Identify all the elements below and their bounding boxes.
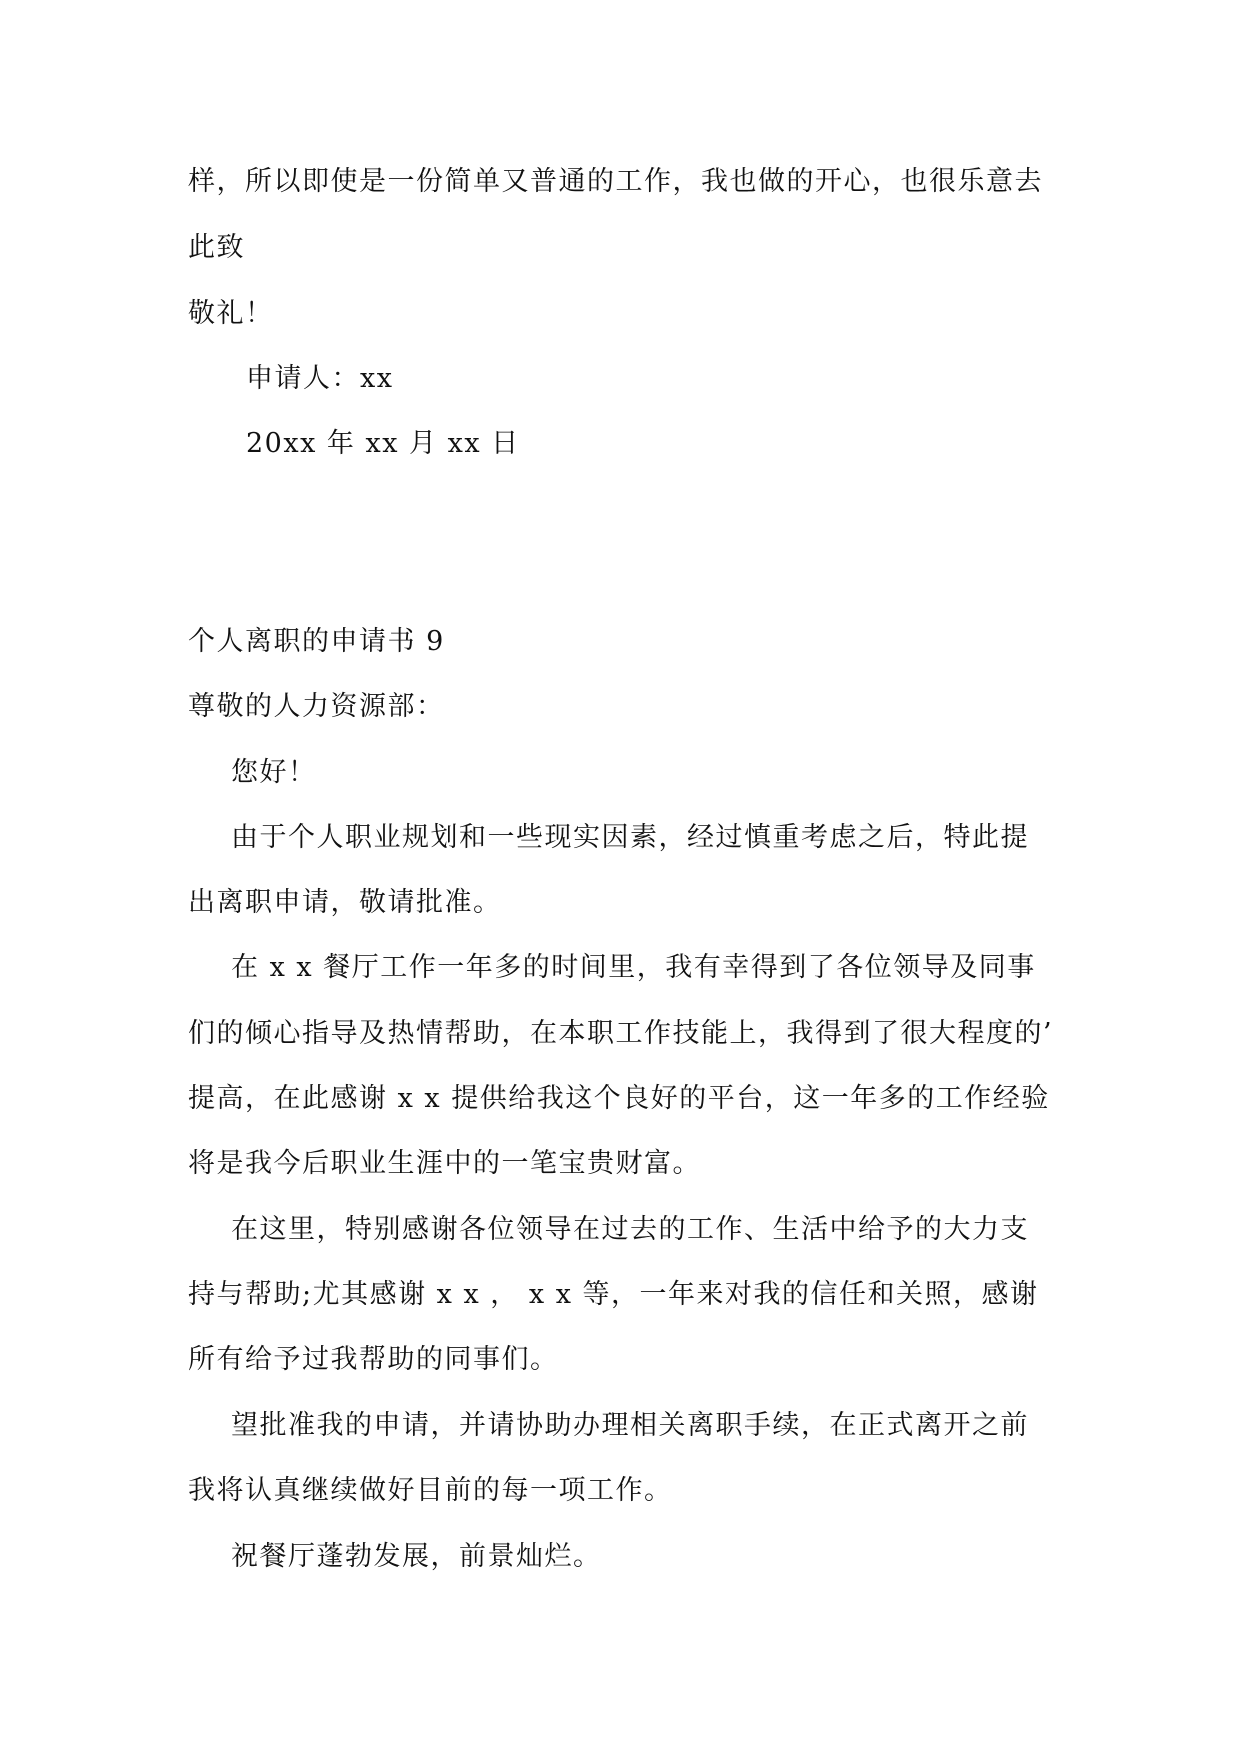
closing-line: 敬礼！: [188, 298, 274, 329]
greeting: 您好！: [231, 757, 317, 788]
paragraph-line: 们的倾心指导及热情帮助，在本职工作技能上，我得到了很大程度的’: [188, 1018, 1054, 1049]
salutation: 尊敬的人力资源部：: [188, 691, 445, 722]
closing-line: 此致: [188, 232, 245, 263]
date-line: 20xx 年 xx 月 xx 日: [246, 428, 520, 459]
paragraph-line: 祝餐厅蓬勃发展，前景灿烂。: [231, 1541, 602, 1572]
paragraph-line: 所有给予过我帮助的同事们。: [188, 1344, 559, 1375]
paragraph-line: 由于个人职业规划和一些现实因素，经过慎重考虑之后，特此提: [231, 822, 1029, 853]
signature-line: 申请人：xx: [246, 363, 394, 394]
paragraph-line: 出离职申请，敬请批准。: [188, 887, 502, 918]
paragraph-line: 持与帮助;尤其感谢 x x ， x x 等，一年来对我的信任和关照，感谢: [188, 1279, 1039, 1310]
paragraph-line: 在这里，特别感谢各位领导在过去的工作、生活中给予的大力支: [231, 1214, 1029, 1245]
paragraph-line: 我将认真继续做好目前的每一项工作。: [188, 1475, 673, 1506]
paragraph-line: 将是我今后职业生涯中的一笔宝贵财富。: [188, 1148, 701, 1179]
paragraph-line: 提高，在此感谢 x x 提供给我这个良好的平台，这一年多的工作经验: [188, 1083, 1050, 1114]
paragraph-line: 样，所以即使是一份简单又普通的工作，我也做的开心，也很乐意去: [188, 166, 1043, 197]
paragraph-line: 在 x x 餐厅工作一年多的时间里，我有幸得到了各位领导及同事: [231, 952, 1036, 983]
letter-title: 个人离职的申请书 9: [188, 626, 445, 657]
paragraph-line: 望批准我的申请，并请协助办理相关离职手续，在正式离开之前: [231, 1410, 1029, 1441]
